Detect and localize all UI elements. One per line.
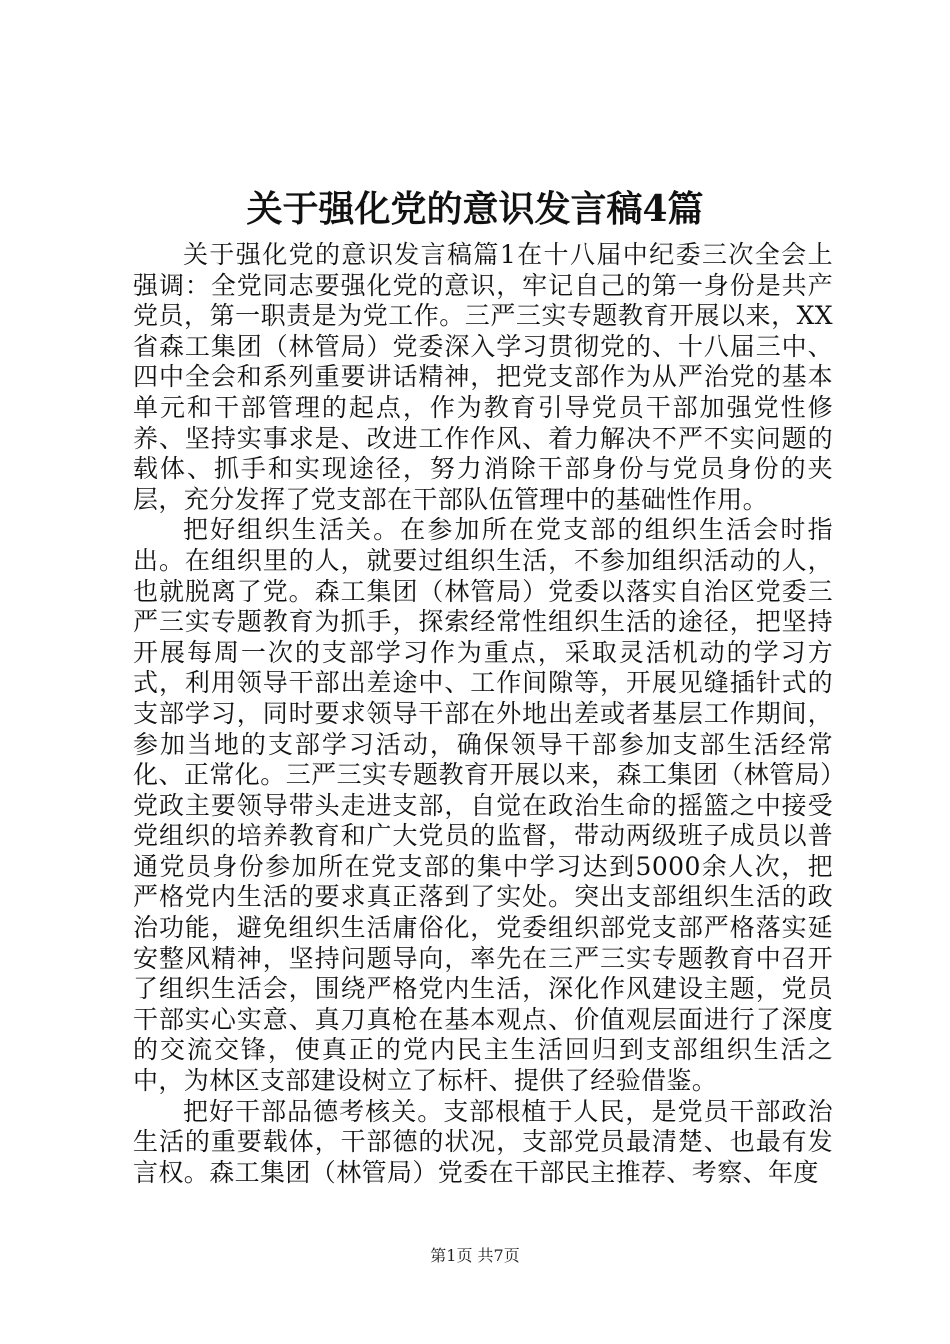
- page-number-footer: 第1页 共7页: [430, 1246, 520, 1265]
- paragraph-2: 把好组织生活关。在参加所在党支部的组织生活会时指出。在组织里的人，就要过组织生活，不参加组织活动的人，也就脱离了党。森工集团（林管局）党委以落实自治区党委三严三实专题教育为抓手，探索经常性组织生活的途径，把坚持开展每周一次的支部学习作为重点，采取灵活机动的学习方式，利用领导干部出差途中、工作间隙等，开展见缝插针式的支部学习，同时要求领导干部在外地出差或者基层工作期间，参加当地的支部学习活动，确保领导干部参加支部生活经常化、正常化。三严三实专题教育开展以来，森工集团（林管局）党政主要领导带头走进支部，自觉在政治生命的摇篮之中接受党组织的培养教育和广大党员的监督，带动两级班子成员以普通党员身份参加所在党支部的集中学习达到5000余人次，把严格党内生活的要求真正落到了实处。突出支部组织生活的政治功能，避免组织生活庸俗化，党委组织部党支部严格落实延安整风精神，坚持问题导向，率先在三严三实专题教育中召开了组织生活会，围绕严格党内生活，深化作风建设主题，党员干部实心实意、真刀真枪在基本观点、价值观层面进行了深度的交流交锋，使真正的党内民主生活回归到支部组织生活之中，为林区支部建设树立了标杆、提供了经验借鉴。: [133, 515, 833, 1096]
- document-body: [133, 240, 833, 1188]
- document-title: 关于强化党的意识发言稿4篇: [246, 188, 704, 230]
- paragraph-1: 关于强化党的意识发言稿篇1在十八届中纪委三次全会上强调：全党同志要强化党的意识，牢记自己的第一身份是共产党员，第一职责是为党工作。三严三实专题教育开展以来，XX省森工集团（林管局）党委深入学习贯彻党的、十八届三中、四中全会和系列重要讲话精神，把党支部作为从严治党的基本单元和干部管理的起点，作为教育引导党员干部加强党性修养、坚持实事求是、改进工作作风、着力解决不严不实问题的载体、抓手和实现途径，努力消除干部身份与党员身份的夹层，充分发挥了党支部在干部队伍管理中的基础性作用。: [133, 240, 833, 514]
- paragraph-3: 把好干部品德考核关。支部根植于人民，是党员干部政治生活的重要载体，干部德的状况，支部党员最清楚、也最有发言权。森工集团（林管局）党委在干部民主推荐、考察、年度: [133, 1096, 833, 1187]
